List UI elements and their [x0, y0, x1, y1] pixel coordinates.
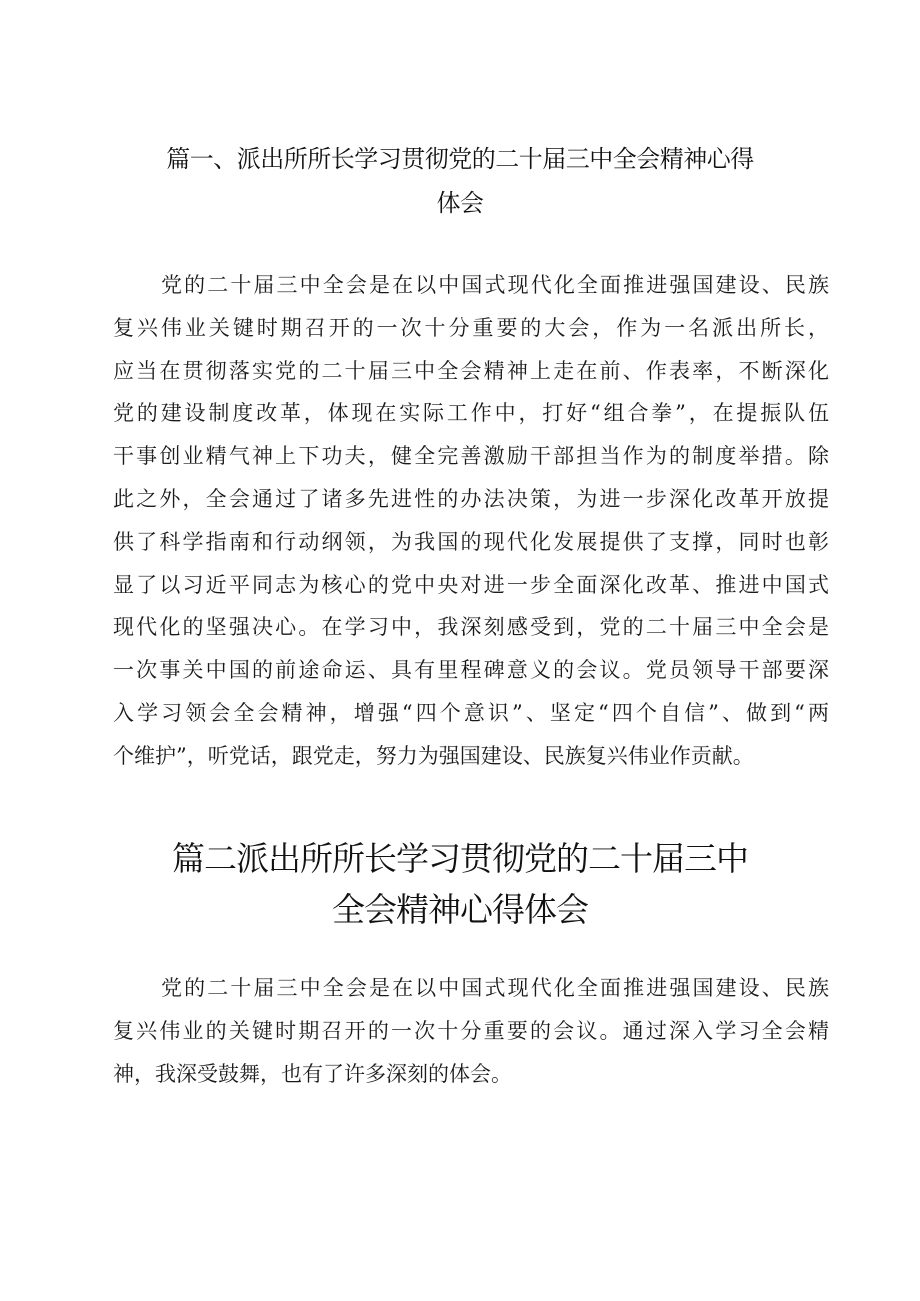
paragraph-line: 神，我深受鼓舞，也有了许多深刻的体会。 [113, 1061, 512, 1086]
paragraph-line: 个维护”，听党话，跟党走，努力为强国建设、民族复兴伟业作贡献。 [113, 743, 754, 768]
paragraph-line: 党的建设制度改革，体现在实际工作中，打好“组合拳”，在提振队伍 [113, 401, 829, 426]
paragraph-line: 干事创业精气神上下功夫，健全完善激励干部担当作为的制度举措。除 [113, 444, 829, 469]
section-2-title [100, 833, 820, 935]
paragraph-line: 供了科学指南和行动纲领，为我国的现代化发展提供了支撑，同时也彰 [113, 529, 829, 554]
paragraph-line: 复兴伟业关键时期召开的一次十分重要的大会，作为一名派出所长， [113, 315, 829, 340]
paragraph-line: 此之外，全会通过了诸多先进性的办法决策，为进一步深化改革开放提 [113, 486, 829, 511]
section-2-title-line: 全会精神心得体会 [332, 890, 588, 929]
paragraph-line: 显了以习近平同志为核心的党中央对进一步全面深化改革、推进中国式 [113, 572, 829, 597]
paragraph-line: 党的二十届三中全会是在以中国式现代化全面推进强国建设、民族 [161, 976, 829, 1000]
paragraph-line: 复兴伟业的关键时期召开的一次十分重要的会议。通过深入学习全会精 [113, 1018, 829, 1043]
section-1-title-line: 体会 [436, 189, 484, 217]
section-2-paragraph [113, 967, 829, 1095]
paragraph-line: 一次事关中国的前途命运、具有里程碑意义的会议。党员领导干部要深 [113, 658, 829, 683]
section-1-title [100, 137, 820, 225]
paragraph-line: 入学习领会全会精神，增强“四个意识”、坚定“四个自信”、做到“两 [113, 700, 829, 725]
paragraph-line: 党的二十届三中全会是在以中国式现代化全面推进强国建设、民族 [161, 273, 829, 297]
section-1-title-line: 篇一、派出所所长学习贯彻党的二十届三中全会精神心得 [166, 145, 754, 173]
paragraph-line: 应当在贯彻落实党的二十届三中全会精神上走在前、作表率，不断深化 [113, 358, 829, 383]
section-1-paragraph [113, 264, 829, 778]
paragraph-line: 现代化的坚强决心。在学习中，我深刻感受到，党的二十届三中全会是 [113, 615, 829, 640]
section-2-title-line: 篇二派出所所长学习贯彻党的二十届三中 [172, 839, 748, 878]
